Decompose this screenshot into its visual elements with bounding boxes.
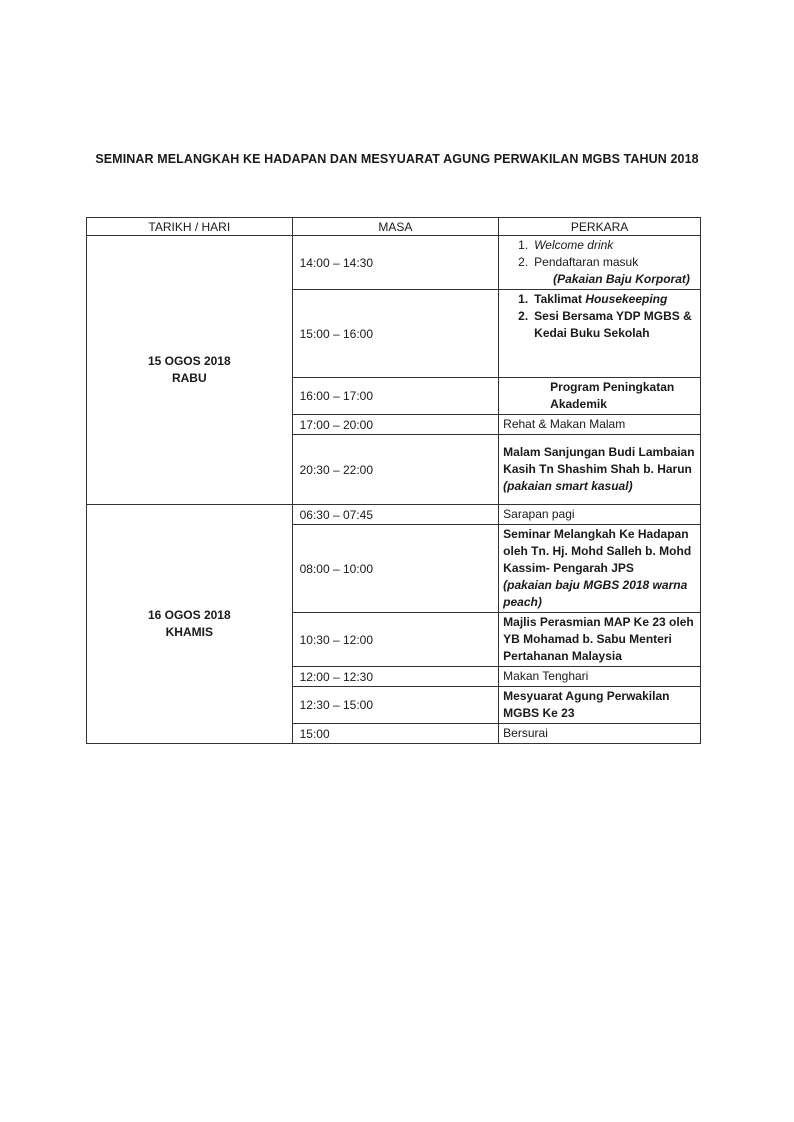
activity-cell: Malam Sanjungan Budi Lambaian Kasih Tn Shashim Shah b. Harun (pakaian smart kasual) xyxy=(499,435,701,505)
activity-cell: Program Peningkatan Akademik xyxy=(499,378,701,415)
activity-cell: Sarapan pagi xyxy=(499,505,701,525)
time-cell: 12:00 – 12:30 xyxy=(292,667,499,687)
list-item: 1. Welcome drink xyxy=(518,238,614,252)
day1-day: RABU xyxy=(171,371,207,385)
time-cell: 08:00 – 10:00 xyxy=(292,525,499,613)
list-item: 1. Taklimat Housekeeping xyxy=(518,292,668,306)
day2-date: 16 OGOS 2018 xyxy=(147,608,231,622)
activity-cell: Rehat & Makan Malam xyxy=(499,415,701,435)
header-tarikh: TARIKH / HARI xyxy=(87,218,293,236)
dress-note: (Pakaian Baju Korporat) xyxy=(553,272,690,286)
time-cell: 14:00 – 14:30 xyxy=(292,236,499,290)
header-masa: MASA xyxy=(292,218,499,236)
day2-day: KHAMIS xyxy=(165,625,213,639)
activity-cell: Mesyuarat Agung Perwakilan MGBS Ke 23 xyxy=(499,687,701,724)
time-cell: 06:30 – 07:45 xyxy=(292,505,499,525)
activity-cell xyxy=(499,236,701,290)
time-cell: 20:30 – 22:00 xyxy=(292,435,499,505)
time-cell: 17:00 – 20:00 xyxy=(292,415,499,435)
activity-cell xyxy=(499,290,701,378)
time-cell: 15:00 xyxy=(292,724,499,744)
time-cell: 12:30 – 15:00 xyxy=(292,687,499,724)
time-cell: 16:00 – 17:00 xyxy=(292,378,499,415)
day1-date: 15 OGOS 2018 xyxy=(147,354,231,368)
day1-cell xyxy=(87,236,293,505)
dress-note: (pakaian baju MGBS 2018 warna peach) xyxy=(503,578,688,609)
time-cell: 10:30 – 12:00 xyxy=(292,613,499,667)
table-row xyxy=(87,236,701,290)
activity-cell: Majlis Perasmian MAP Ke 23 oleh YB Mohamad b. Sabu Menteri Pertahanan Malaysia xyxy=(499,613,701,667)
list-item: 2. Pendaftaran masuk xyxy=(518,255,639,269)
list-item: 2. Sesi Bersama YDP MGBS & Kedai Buku Sekolah xyxy=(518,309,692,340)
time-cell: 15:00 – 16:00 xyxy=(292,290,499,378)
schedule-table xyxy=(86,217,701,744)
header-row xyxy=(87,218,701,236)
dress-note: (pakaian smart kasual) xyxy=(503,479,633,493)
document-title: SEMINAR MELANGKAH KE HADAPAN DAN MESYUARAT AGUNG PERWAKILAN MGBS TAHUN 2018 xyxy=(95,152,699,166)
activity-cell: Bersurai xyxy=(499,724,701,744)
day2-cell xyxy=(87,505,293,744)
table-row xyxy=(87,505,701,525)
header-perkara: PERKARA xyxy=(499,218,701,236)
activity-cell: Seminar Melangkah Ke Hadapan oleh Tn. Hj. Mohd Salleh b. Mohd Kassim- Pengarah JPS (pakaian baju MGBS 2018 warna peach) xyxy=(499,525,701,613)
activity-cell: Makan Tenghari xyxy=(499,667,701,687)
